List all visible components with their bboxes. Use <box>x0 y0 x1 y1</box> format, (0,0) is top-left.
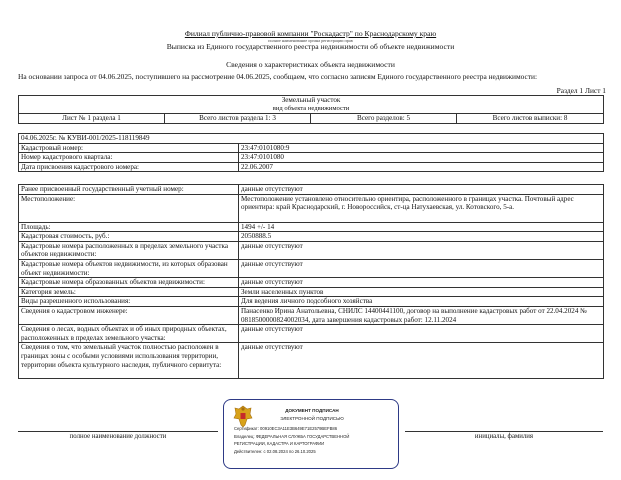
total-sheets-extract: Всего листов выписки: 8 <box>457 114 604 124</box>
detail-label: Ранее присвоенный государственный учетный номер: <box>19 185 239 195</box>
detail-label: Кадастровые номера расположенных в пределах земельного участка объектов недвижимости: <box>19 241 239 259</box>
stamp-valid: Действителен: с 02.08.2024 по 26.10.2025 <box>234 449 316 454</box>
detail-value: данные отсутствуют <box>239 185 604 195</box>
object-type: Земельный участок <box>19 96 604 105</box>
stamp-title: ДОКУМЕНТ ПОДПИСАН <box>285 408 339 413</box>
document-title: Выписка из Единого государственного реестра недвижимости об объекте недвижимости <box>166 42 455 51</box>
detail-label: Площадь: <box>19 222 239 232</box>
assignment-date-value: 22.06.2007 <box>239 162 604 172</box>
org-name: Филиал публично-правовой компании "Роскадастр" по Краснодарскому краю <box>184 29 437 38</box>
detail-label: Кадастровые номера объектов недвижимости, из которых образован объект недвижимости: <box>19 259 239 277</box>
position-caption: полное наименование должности <box>69 433 167 440</box>
cadastral-number-label: Кадастровый номер: <box>19 143 239 153</box>
quarter-number-label: Номер кадастрового квартала: <box>19 153 239 163</box>
detail-value: Для ведения личного подсобного хозяйства <box>239 297 604 307</box>
detail-label: Кадастровые номера образованных объектов недвижимости: <box>19 278 239 288</box>
request-basis-text: На основании запроса от 04.06.2025, поступившего на рассмотрение 04.06.2025, сообщаем, что согласно записям Единого государственного реестра недвижимости: <box>18 72 538 81</box>
detail-value: данные отсутствуют <box>239 259 604 277</box>
electronic-signature-stamp <box>223 399 399 469</box>
detail-value: данные отсутствуют <box>239 343 604 379</box>
section-label: Раздел 1 Лист 1 <box>556 86 606 95</box>
name-caption: инициалы, фамилия <box>474 433 534 440</box>
summary-table <box>18 95 604 124</box>
sheet-number: Лист № 1 раздела 1 <box>19 114 165 124</box>
detail-label: Кадастровая стоимость, руб.: <box>19 232 239 242</box>
detail-label: Виды разрешенного использования: <box>19 297 239 307</box>
stamp-certificate: Сертификат: 00910ЕС3А11Е3В649Е71Е2579ВЕFB86 <box>234 426 338 431</box>
detail-label: Местоположение: <box>19 194 239 222</box>
assignment-date-label: Дата присвоения кадастрового номера: <box>19 162 239 172</box>
extract-date-number: 04.06.2025г. № КУВИ-001/2025-118119849 <box>19 134 604 144</box>
detail-label: Сведения о том, что земельный участок полностью расположен в границах зоны с особыми условиями использования территории, территории объекта культурного наследия, публичного сервитута: <box>19 343 239 379</box>
total-sheets-section: Всего листов раздела 1: 3 <box>165 114 311 124</box>
cadastral-number-value: 23:47:0101080:9 <box>239 143 604 153</box>
detail-label: Сведения о лесах, водных объектах и об иных природных объектах, расположенных в пределах земельного участка: <box>19 325 239 343</box>
detail-value: Земли населенных пунктов <box>239 287 604 297</box>
quarter-number-value: 23:47:0101080 <box>239 153 604 163</box>
name-line <box>405 431 603 432</box>
detail-value: 1494 +/- 14 <box>239 222 604 232</box>
stamp-owner: Владелец: ФЕДЕРАЛЬНАЯ СЛУЖБА ГОСУДАРСТВЕННОЙ <box>234 434 350 439</box>
document-subtitle: Сведения о характеристиках объекта недвижимости <box>226 60 395 69</box>
detail-label: Сведения о кадастровом инженере: <box>19 306 239 324</box>
identification-table <box>18 133 604 172</box>
detail-value: Местоположение установлено относительно ориентира, расположенного в границах участка. Почтовый адрес ориентира: край Краснодарский, г. Новороссийск, ст-ца Натухаевская, ул. Котовского, 5-а. <box>239 194 604 222</box>
detail-value: 2050888.5 <box>239 232 604 242</box>
org-caption: полное наименование органа регистрации прав <box>268 38 353 43</box>
detail-value: данные отсутствуют <box>239 278 604 288</box>
stamp-subtitle: ЭЛЕКТРОННОЙ ПОДПИСЬЮ <box>280 416 344 421</box>
detail-label: Категория земель: <box>19 287 239 297</box>
position-line <box>18 431 218 432</box>
detail-value: данные отсутствуют <box>239 325 604 343</box>
details-table <box>18 184 604 379</box>
object-type-caption: вид объекта недвижимости <box>19 105 604 114</box>
stamp-owner-2: РЕГИСТРАЦИИ, КАДАСТРА И КАРТОГРАФИИ <box>234 441 325 446</box>
detail-value: Панасенко Ирина Анатольевна, СНИЛС 14400441100, договор на выполнение кадастровых работ от 22.04.2024 № 0818500000824002034, дата завершения кадастровых работ: 12.11.2024 <box>239 306 604 324</box>
detail-value: данные отсутствуют <box>239 241 604 259</box>
total-sections: Всего разделов: 5 <box>311 114 457 124</box>
